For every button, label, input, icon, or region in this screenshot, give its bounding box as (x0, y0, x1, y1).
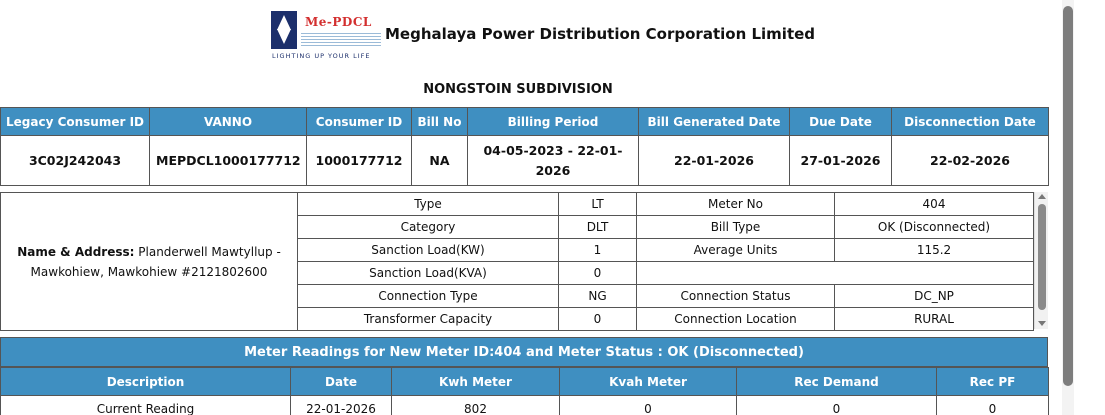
detail-label: Sanction Load(KVA) (298, 262, 559, 285)
lightning-bolt-icon (271, 11, 297, 49)
consumer-header-row (1, 108, 1049, 136)
vanno: MEPDCL1000177712 (150, 136, 307, 186)
reading-kwh: 802 (392, 396, 560, 415)
reading-kvah: 0 (560, 396, 737, 415)
detail-value: RURAL (835, 308, 1034, 331)
window-scrollbar[interactable] (1050, 0, 1105, 415)
detail-value: 0 (559, 262, 637, 285)
detail-value: DLT (559, 216, 637, 239)
detail-value: DC_NP (835, 285, 1034, 308)
header-legacy-consumer-id: Legacy Consumer ID (1, 108, 150, 136)
header-rec-pf: Rec PF (937, 368, 1049, 396)
detail-value: 0 (559, 308, 637, 331)
header-rec-demand: Rec Demand (737, 368, 937, 396)
meter-readings-title: Meter Readings for New Meter ID:404 and Meter Status : OK (Disconnected) (0, 337, 1048, 367)
window-scrollbar-thumb[interactable] (1063, 6, 1073, 386)
logo-tagline: LIGHTING UP YOUR LIFE (272, 52, 371, 60)
org-title: Meghalaya Power Distribution Corporation Limited (385, 25, 816, 43)
reading-rec-pf: 0 (937, 396, 1049, 415)
name-address-label: Name & Address: (17, 244, 135, 259)
connection-details-table (0, 192, 1034, 331)
detail-value: OK (Disconnected) (835, 216, 1034, 239)
detail-value: NG (559, 285, 637, 308)
header-kvah-meter: Kvah Meter (560, 368, 737, 396)
bill-generated-date: 22-01-2026 (639, 136, 790, 186)
logo-lines-graphic (301, 33, 381, 47)
detail-label: Connection Status (637, 285, 835, 308)
header-bill-generated-date: Bill Generated Date (639, 108, 790, 136)
detail-label: Sanction Load(KW) (298, 239, 559, 262)
table-row (1, 193, 1034, 216)
legacy-consumer-id: 3C02J242043 (1, 136, 150, 186)
disconnection-date: 22-02-2026 (892, 136, 1049, 186)
scroll-down-arrow-icon[interactable] (1038, 321, 1046, 326)
company-logo (271, 11, 383, 63)
table-row (1, 396, 1049, 415)
detail-value: 1 (559, 239, 637, 262)
consumer-info-table (0, 107, 1049, 186)
detail-label: Bill Type (637, 216, 835, 239)
detail-label: Transformer Capacity (298, 308, 559, 331)
scroll-up-arrow-icon[interactable] (1038, 194, 1046, 199)
reading-date: 22-01-2026 (291, 396, 392, 415)
detail-label: Connection Type (298, 285, 559, 308)
detail-value: LT (559, 193, 637, 216)
header-date: Date (291, 368, 392, 396)
detail-label: Type (298, 193, 559, 216)
detail-label: Category (298, 216, 559, 239)
details-scrollbar-thumb[interactable] (1038, 204, 1046, 310)
billing-period: 04-05-2023 - 22-01-2026 (468, 136, 639, 186)
consumer-id: 1000177712 (307, 136, 412, 186)
header-bill-no: Bill No (412, 108, 468, 136)
due-date: 27-01-2026 (790, 136, 892, 186)
detail-value: 115.2 (835, 239, 1034, 262)
header-description: Description (1, 368, 291, 396)
detail-value: 404 (835, 193, 1034, 216)
reading-rec-demand: 0 (737, 396, 937, 415)
name-address-value: Planderwell Mawtyllup - Mawkohiew, Mawkohiew #2121802600 (30, 244, 281, 279)
logo-text: Me-PDCL (305, 15, 372, 29)
bill-no: NA (412, 136, 468, 186)
detail-label: Meter No (637, 193, 835, 216)
header-due-date: Due Date (790, 108, 892, 136)
header-consumer-id: Consumer ID (307, 108, 412, 136)
detail-empty-cell (637, 262, 1034, 285)
subdivision-title: NONGSTOIN SUBDIVISION (423, 82, 613, 97)
meter-header-row (1, 368, 1049, 396)
meter-readings-table (0, 367, 1049, 415)
detail-label: Average Units (637, 239, 835, 262)
header-kwh-meter: Kwh Meter (392, 368, 560, 396)
detail-label: Connection Location (637, 308, 835, 331)
consumer-value-row (1, 136, 1049, 186)
header-vanno: VANNO (150, 108, 307, 136)
details-scrollbar[interactable] (1034, 192, 1048, 329)
name-address-cell (1, 193, 298, 331)
reading-description: Current Reading (1, 396, 291, 415)
header-billing-period: Billing Period (468, 108, 639, 136)
header-disconnection-date: Disconnection Date (892, 108, 1049, 136)
